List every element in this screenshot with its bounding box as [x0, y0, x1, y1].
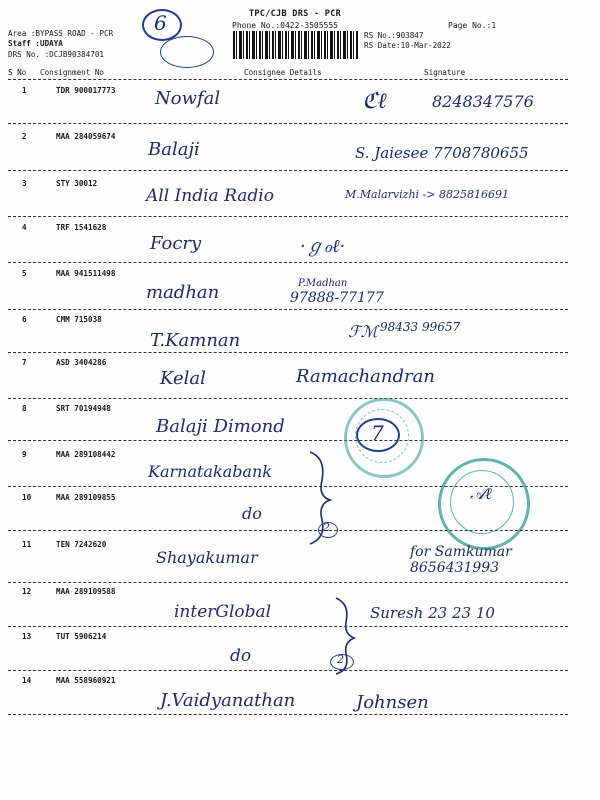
row-consignee-name: T.Kamnan: [150, 330, 241, 351]
row-sno: 1: [22, 86, 27, 95]
circled-stamp-number-text: 7: [371, 421, 384, 445]
row-sno: 2: [22, 132, 27, 141]
row-consignment: TUT 5906214: [56, 632, 107, 641]
row-divider: [8, 216, 568, 217]
row-divider: [8, 309, 568, 310]
row-signature: 98433 99657: [380, 320, 461, 334]
row-sno: 3: [22, 179, 27, 188]
row-signature: Johnsen: [356, 692, 429, 713]
row-consignment: MAA 289108442: [56, 450, 116, 459]
row-consignee-name: J.Vaidyanathan: [160, 690, 296, 711]
row-consignment: MAA 941511498: [56, 269, 116, 278]
row-consignee-name: Balaji Dimond: [156, 416, 285, 437]
row-sno: 4: [22, 223, 27, 232]
row-consignee-name: Shayakumar: [156, 548, 258, 567]
circled-count-a-text: 2: [323, 521, 330, 534]
row-sno: 10: [22, 493, 32, 502]
row-consignee-name: madhan: [146, 282, 220, 303]
row-consignee-name: All India Radio: [146, 186, 274, 206]
row-consignment: MAA 289109855: [56, 493, 116, 502]
row-consignment: SRT 70194948: [56, 404, 111, 413]
row-divider: [8, 582, 568, 583]
row-consignment: TEN 7242620: [56, 540, 107, 549]
row-signature: for Samkumar 8656431993: [410, 544, 512, 576]
header-divider: [8, 79, 568, 80]
phone-number: Phone No.:0422-3505555: [232, 21, 338, 30]
row-sno: 12: [22, 587, 32, 596]
row-consignment: MAA 284059674: [56, 132, 116, 141]
row-consignment: TDR 900017773: [56, 86, 116, 95]
row-consignment: MAA 558960921: [56, 676, 116, 685]
row-sno: 13: [22, 632, 32, 641]
row-divider: [8, 170, 568, 171]
row-sno: 5: [22, 269, 27, 278]
row-signature: S. Jaiesee 7708780655: [355, 144, 529, 162]
company-seal-2: [438, 458, 530, 550]
row-divider: [8, 530, 568, 531]
row-divider: [8, 714, 568, 715]
row-divider: [8, 262, 568, 263]
row-signature: Ramachandran: [296, 366, 435, 387]
signature-scribble: ℱℳ: [348, 322, 378, 341]
staff-label: Staff :UDAYA: [8, 39, 63, 48]
sheet-title: TPC/CJB DRS - PCR: [248, 9, 342, 19]
row-sno: 8: [22, 404, 27, 413]
row-consignment: MAA 289109588: [56, 587, 116, 596]
row-consignment: TRF 1541628: [56, 223, 107, 232]
area-label: Area :BYPASS ROAD - PCR: [8, 29, 114, 38]
circled-number-text: 6: [154, 11, 167, 35]
col-signature-header: Signature: [424, 68, 466, 77]
rs-date: RS Date:10-Mar-2022: [364, 41, 451, 50]
circled-count-a: [318, 522, 338, 538]
row-signature: M.Malarvizhi -> 8825816691: [345, 188, 509, 201]
row-consignee-name: do: [242, 504, 262, 523]
row-consignee-name: interGlobal: [174, 602, 272, 622]
row-divider: [8, 440, 568, 441]
circled-count-b-text: 2: [337, 653, 344, 666]
row-divider: [8, 123, 568, 124]
drs-number: DRS No. :DCJB90384701: [8, 50, 105, 59]
circled-count-b: [330, 654, 354, 670]
initials-scribble: [160, 36, 214, 68]
row-signature: 97888-77177: [290, 290, 384, 306]
row-sno: 14: [22, 676, 32, 685]
row-consignment: ASD 3404286: [56, 358, 107, 367]
rs-number: RS No.:903847: [364, 31, 424, 40]
row-divider: [8, 352, 568, 353]
row-sno: 7: [22, 358, 27, 367]
col-consignee-header: Consignee Details: [244, 68, 322, 77]
row-consignee-name: Karnatakabank: [148, 462, 272, 481]
row-divider: [8, 670, 568, 671]
row-consignee-name: Focry: [150, 233, 202, 254]
seal-signature-scribble: 𝒜ℓ: [470, 484, 492, 503]
circled-stamp-number: [356, 418, 400, 452]
row-consignment: CMM 715038: [56, 315, 102, 324]
col-consignment-header: Consignment No: [40, 68, 105, 77]
barcode: [233, 31, 358, 59]
signature-scribble: ·ℊℴℓ·: [300, 236, 346, 257]
row-divider: [8, 626, 568, 627]
row-sno: 11: [22, 540, 32, 549]
row-divider: [8, 398, 568, 399]
row-signature: 8248347576: [432, 92, 534, 111]
row-sno: 9: [22, 450, 27, 459]
row-consignee-name: Balaji: [148, 139, 200, 160]
row-sno: 6: [22, 315, 27, 324]
row-consignee-name: do: [230, 646, 252, 666]
signature-scribble: ℭℓ: [362, 89, 387, 114]
row-consignee-name: Nowfal: [155, 88, 221, 109]
col-sno-header: S No: [8, 68, 27, 77]
row-consignee-name: Kelal: [160, 368, 206, 389]
row-signature: Suresh 23 23 10: [370, 604, 495, 622]
page-number: Page No.:1: [448, 21, 497, 30]
row-consignment: STY 30012: [56, 179, 98, 188]
signature-scribble: P.Madhan: [298, 278, 348, 289]
